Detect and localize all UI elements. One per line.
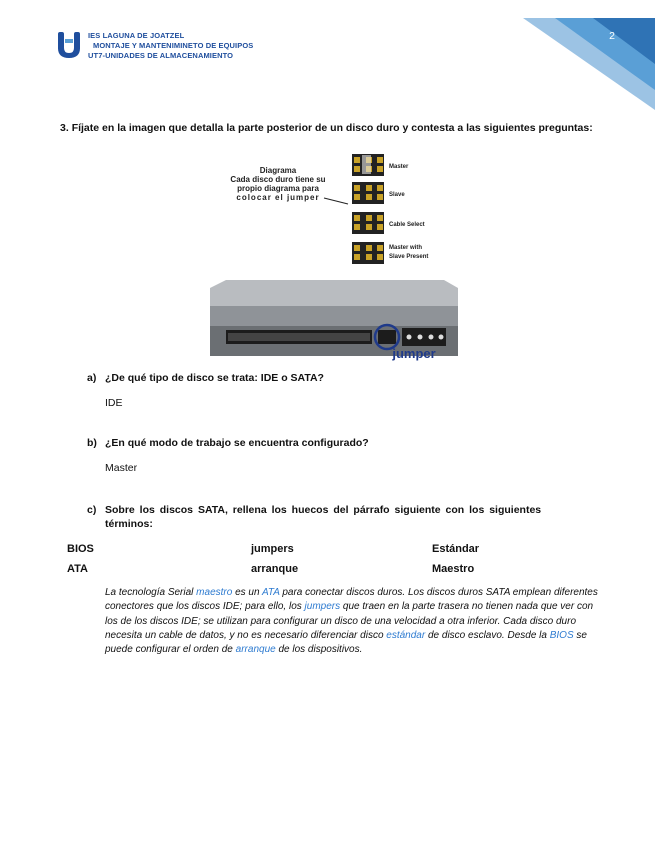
filled-term-maestro: maestro <box>196 587 233 598</box>
setting-master-with: Master with <box>389 245 423 251</box>
diagram-caption-3: propio diagrama para <box>237 184 319 193</box>
diagram-caption-2: Cada disco duro tiene su <box>230 175 326 184</box>
subquestion-b-text: ¿En qué modo de trabajo se encuentra configurado? <box>105 437 369 449</box>
paragraph-text-3: para conectar discos duros. Los discos duros SATA emplean diferentes conectores que los discos IDE; para ello, los <box>105 587 598 613</box>
hard-disk-diagram <box>196 150 460 362</box>
paragraph-text-7: de los dispositivos. <box>275 644 363 656</box>
setting-master: Master <box>389 164 409 170</box>
filled-term-jumpers: jumpers <box>304 601 341 613</box>
filled-term-ata: ATA <box>261 587 280 598</box>
setting-cable-select: Cable Select <box>389 222 425 228</box>
term-maestro: Maestro <box>432 563 475 575</box>
filled-term-estandar: estándar <box>386 629 426 641</box>
term-jumpers: jumpers <box>251 543 294 555</box>
paragraph-text-2: es un <box>232 587 262 598</box>
question-title <box>60 121 600 135</box>
subquestion-c-text-line1: Sobre los discos SATA, rellena los huecos del párrafo siguiente con los siguientes <box>105 504 542 516</box>
paragraph-text-5: de disco esclavo. Desde la <box>425 629 550 641</box>
fill-in-paragraph <box>105 586 600 657</box>
term-arranque: arranque <box>251 563 299 575</box>
header-school: IES LAGUNA DE JOATZEL <box>88 31 185 40</box>
answer-b: Master <box>105 462 138 474</box>
header-subject: MONTAJE Y MANTENIMINETO DE EQUIPOS <box>93 41 254 50</box>
answer-a: IDE <box>105 397 123 409</box>
term-ata: ATA <box>67 563 88 575</box>
school-logo <box>56 30 84 60</box>
hard-disk-photo <box>210 280 458 356</box>
header-unit: UT7-UNIDADES DE ALMACENAMIENTO <box>88 51 234 60</box>
subquestion-c-letter: c) <box>87 504 97 516</box>
setting-slave: Slave <box>389 192 405 198</box>
subquestion-b-letter: b) <box>87 437 97 449</box>
filled-term-bios: BIOS <box>549 629 574 641</box>
subquestion-c-text-line2: términos: <box>105 518 153 530</box>
corner-decoration <box>505 0 655 110</box>
paragraph-text-4: que traen en la parte trasera no tienen nada que ver con los de los discos IDE; se utilizan para configurar un disco de una velocidad a otra inferior. Cada disco duro necesita un cable de datos, y no es necesario diferenciar disco <box>105 601 594 641</box>
page-number: 2 <box>609 30 615 42</box>
filled-term-arranque: arranque <box>235 644 276 656</box>
question-number: 3. <box>60 122 69 134</box>
paragraph-text-1: La tecnología Serial <box>105 587 197 598</box>
jumper-blocks <box>352 154 384 264</box>
term-estandar: Estándar <box>432 543 480 555</box>
header-lines <box>88 31 253 61</box>
term-bios: BIOS <box>67 543 94 555</box>
diagram-caption-1: Diagrama <box>259 166 297 175</box>
subquestion-a-letter: a) <box>87 372 97 384</box>
subquestion-a-text: ¿De qué tipo de disco se trata: IDE o SATA? <box>105 372 324 384</box>
jumper-label: jumper <box>392 346 436 361</box>
question-text: Fíjate en la imagen que detalla la parte posterior de un disco duro y contesta a las siguientes preguntas: <box>71 122 593 134</box>
setting-slave-present: Slave Present <box>389 254 429 260</box>
diagram-caption-4: colocar el jumper <box>236 193 320 202</box>
paragraph-text-6: se puede configurar el orden de <box>105 629 587 656</box>
